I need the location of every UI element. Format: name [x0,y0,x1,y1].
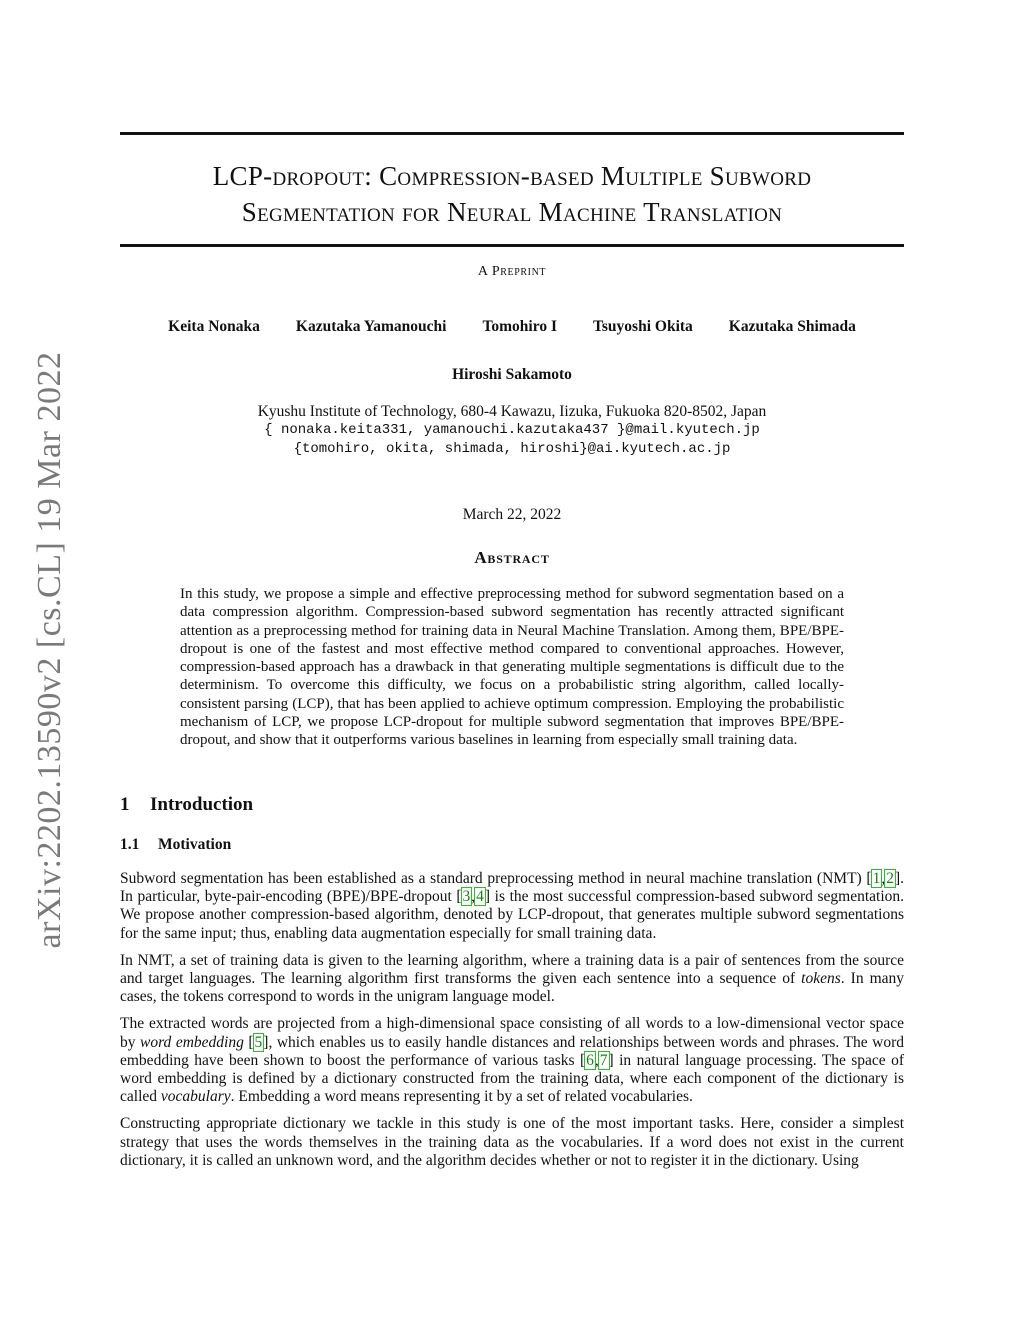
preprint-label: A Preprint [477,264,547,279]
author-name: Tomohiro I [482,318,557,335]
text-run: ]. In particular, byte-pair-encoding (BPE)/BPE-dropout [ [120,870,904,906]
subsection-number: 1.1 [120,836,140,853]
citation-link[interactable]: 1 [872,870,881,887]
text-run: In NMT, a set of training data is given to the learning algorithm, where a training data is a pair of sentences from the source and target languages. The learning algorithm first transforms the given each sentence into a sequence of [120,951,904,988]
emphasis: tokens [801,970,841,988]
paper-date: March 22, 2022 [462,506,562,523]
arxiv-stamp: arXiv:2202.13590v2 [cs.CL] 19 Mar 2022 [31,351,68,949]
title-rule-bottom [120,244,904,247]
title-line-2: Segmentation for Neural Machine Translation [241,197,783,227]
citation-link[interactable]: 4 [476,888,484,906]
paragraph-2 [120,952,904,1007]
body-text [120,870,904,1179]
author-name: Tsuyoshi Okita [592,318,693,335]
abstract-text: In this study, we propose a simple and effective preprocessing method for subword segmentation based on a data compression algorithm. Compression-based subword segmentation has recently attracted significant attention as a preprocessing method for training data in Neural Machine Translation. Among them, BPE/BPE-dropout is one of the fastest and most effective method compared to conventional approaches. However, compression-based approach has a drawback in that generating multiple segmentations is difficult due to the determinism. To overcome this difficulty, we focus on a probabilistic string algorithm, called locally-consistent parsing (LCP), that has been applied to achieve optimum compression. Employing the probabilistic mechanism of LCP, we propose LCP-dropout for multiple subword segmentation that improves BPE/BPE-dropout, and show that it outperforms various baselines in learning from especially small training data. [180,586,844,749]
paragraph-1 [120,870,904,943]
author-name: Keita Nonaka [168,318,260,335]
emphasis: word embedding [140,1033,244,1051]
subsection-heading [120,836,231,854]
section-heading [120,794,253,816]
citation-link[interactable]: 5 [254,1033,263,1051]
section-title: Introduction [150,794,254,815]
paragraph-4: Constructing appropriate dictionary we tackle in this study is one of the most important tasks. Here, consider a simplest strategy that uses the words themselves in the training data as the vocabularies. If a word does not exist in the current dictionary, it is called an unknown word, and the algorithm decides whether or not to register it in the dictionary. Using [120,1115,904,1169]
author-name: Kazutaka Yamanouchi [295,318,447,335]
text-run: ] is the most successful compression-based subword segmentation. We propose another compression-based algorithm, denoted by LCP-dropout, that generates multiple subword segmentations for the same input; thus, enabling data augmentation especially for small training data. [120,888,904,942]
title-rule-top [120,132,904,135]
citation-link[interactable]: 6 [586,1051,594,1069]
citation-separator: , [471,888,476,906]
paragraph-3 [120,1015,904,1106]
text-run: . Embedding a word means representing it by a set of related vocabularies. [230,1088,693,1106]
institute: Kyushu Institute of Technology, 680-4 Kawazu, Iizuka, Fukuoka 820-8502, Japan [257,403,767,420]
arxiv-sidebar [20,350,80,950]
author-list [120,318,904,336]
email-line-1: { nonaka.keita331, yamanouchi.kazutaka437 }@mail.kyutech.jp [264,422,760,438]
text-run: [ [243,1033,254,1051]
email-line-2: {tomohiro, okita, shimada, hiroshi}@ai.kyutech.ac.jp [293,441,731,457]
citation-separator: , [594,1051,599,1069]
text-run: Subword segmentation has been established as a standard preprocessing method in neural machine translation (NMT) [ [120,870,872,887]
author-name: Kazutaka Shimada [728,318,856,335]
section-number: 1 [120,794,130,815]
citation-link[interactable]: 3 [462,888,471,906]
text-run: ] in natural language processing. The space of word embedding is defined by a dictionary constructed from the training data, where each component of the dictionary is called [120,1051,905,1106]
citation-link[interactable]: 2 [886,870,894,887]
citation-separator: , [881,870,886,887]
abstract-heading: Abstract [474,548,550,567]
title-line-1: LCP-dropout: Compression-based Multiple Subword [212,161,812,191]
text-run: . In many cases, the tokens correspond to words in the unigram language model. [120,970,905,1006]
paper-title [120,158,904,230]
text-run: The extracted words are projected from a high-dimensional space consisting of all words to a low-dimensional vector space by [120,1015,904,1051]
author-name-last: Hiroshi Sakamoto [452,366,572,383]
text-run: ], which enables us to easily handle distances and relationships between words and phrases. The word embedding have been shown to boost the performance of various tasks [ [120,1033,905,1069]
emphasis: vocabulary [160,1088,231,1106]
affiliation [120,402,904,459]
subsection-title: Motivation [158,836,232,853]
citation-link[interactable]: 7 [599,1051,608,1069]
